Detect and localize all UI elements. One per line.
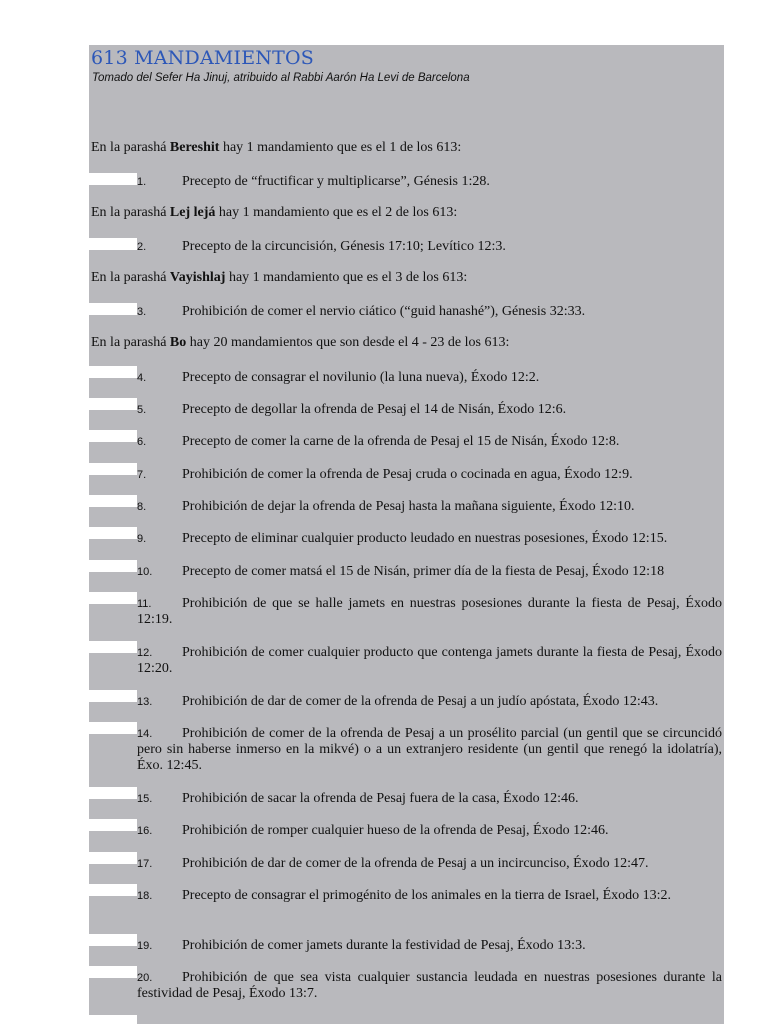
section-heading: En la parashá Bereshit hay 1 mandamiento que es el 1 de los 613:: [91, 140, 462, 155]
page-subtitle: Tomado del Sefer Ha Jinuj, atribuido al Rabbi Aarón Ha Levi de Barcelona: [92, 72, 470, 84]
section-heading: En la parashá Vayishlaj hay 1 mandamiento que es el 3 de los 613:: [91, 270, 468, 285]
section-heading: En la parashá Bo hay 20 mandamientos que son desde el 4 - 23 de los 613:: [91, 335, 510, 350]
section-heading: En la parashá Lej lejá hay 1 mandamiento que es el 2 de los 613:: [91, 205, 458, 220]
page-title: 613 MANDAMIENTOS: [91, 47, 314, 69]
document-page: 613 MANDAMIENTOS Tomado del Sefer Ha Jinuj, atribuido al Rabbi Aarón Ha Levi de Barcelona En la parashá Bereshit hay 1 mandamiento que es el 1 de los 613: En la parashá Lej lejá hay 1 mandamiento que es el 2 de los 613: En la parashá Vayishlaj hay 1 mandamiento que es el 3 de los 613: En la parashá Bo hay 20 mandamientos que son desde el 4 - 23 de los 613: 1. Precepto de “fructificar y multiplicarse”, Génesis 1:28. 2. Precepto de la circuncisión, Génesis 17:10; Levítico 12:3. 3. Prohibición de comer el nervio ciático (“guid hanashé”), Génesis 32:33. 4. Precepto de consagrar el novilunio (la luna nueva), Éxodo 12:2. 5. Precepto de degollar la ofrenda de Pesaj el 14 de Nisán, Éxodo 12:6. 6. Precepto de comer la carne de la ofrenda de Pesaj el 15 de Nisán, Éxodo 12:8. 7. Prohibición de comer la ofrenda de Pesaj cruda o cocinada en agua, Éxodo 12:9. 8. Prohibición de dejar la ofrenda de Pesaj hasta la mañana siguiente, Éxodo 12:10. 9. Precepto de eliminar cualquier producto leudado en nuestras posesiones, Éxodo 12:15. 10. Precepto de comer matsá el 15 de Nisán, primer día de la fiesta de Pesaj, Éxodo 12:18 11. Prohibición de que se halle jamets en nuestras posesiones durante la fiesta de Pesaj, Éxodo 12:19. 12. Prohibición de comer cualquier producto que contenga jamets durante la fiesta de Pesaj, Éxodo 12:20. 13. Prohibición de dar de comer de la ofrenda de Pesaj a un judío apóstata, Éxodo 12:43. 14. Prohibición de comer de la ofrenda de Pesaj a un prosélito parcial (un gentil que se circuncidó pero sin haberse inmerso en la mikvé) o a un extranjero residente (un gentil que renegó la idolatría), Éxo. 12:45. 15. Prohibición de sacar la ofrenda de Pesaj fuera de la casa, Éxodo 12:46. 16. Prohibición de romper cualquier hueso de la ofrenda de Pesaj, Éxodo 12:46. 17. Prohibición de dar de comer de la ofrenda de Pesaj a un incircunciso, Éxodo 12:47. 18. Precepto de consagrar el primogénito de los animales en la tierra de Israel, Éxodo 13:2. 19. Prohibición de comer jamets durante la festividad de Pesaj, Éxodo 13:3. 20. Prohibición de que sea vista cualquier sustancia leudada en nuestras posesiones durante la festividad de Pesaj, Éxodo 13:7.: [89, 45, 724, 1024]
